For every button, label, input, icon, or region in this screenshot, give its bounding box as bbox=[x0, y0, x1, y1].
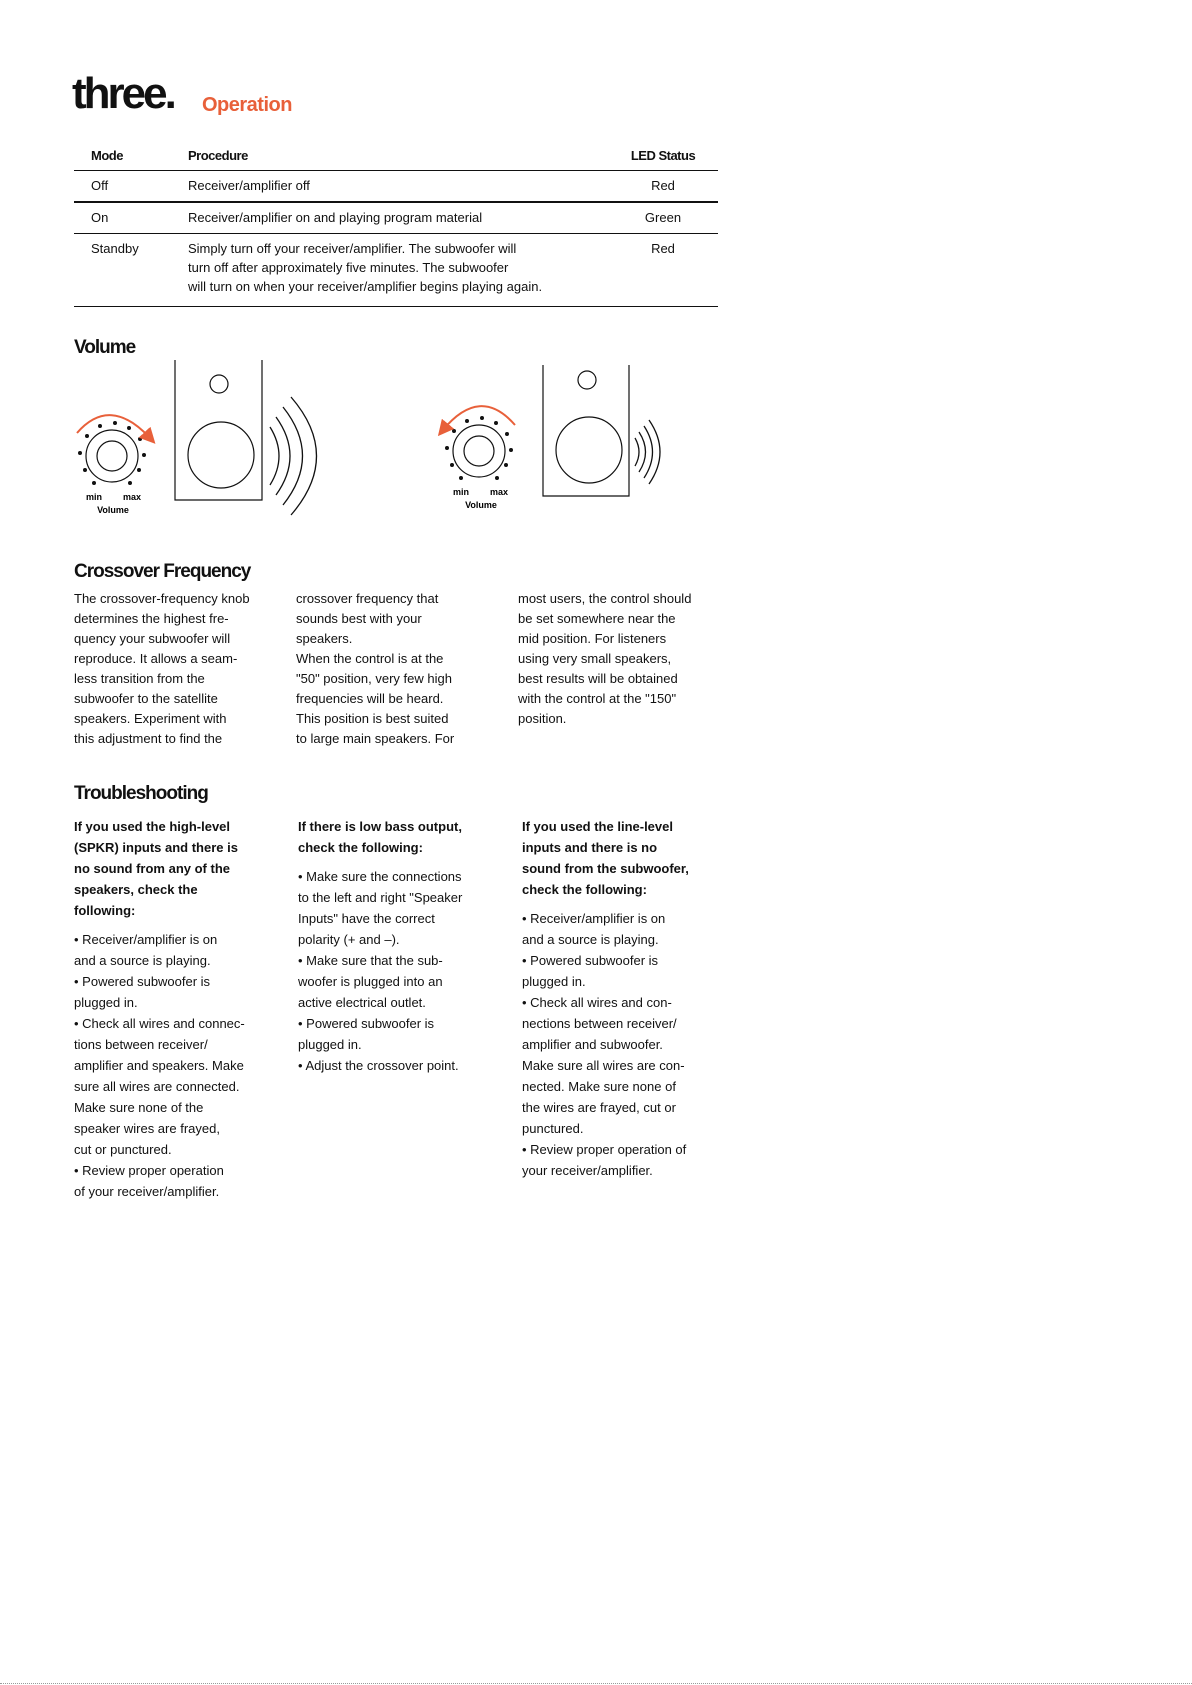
text-line: to large main speakers. For bbox=[296, 731, 455, 746]
speaker-cabinet bbox=[175, 360, 262, 500]
chapter-title: Operation bbox=[202, 94, 292, 116]
troubleshooting-column-1 bbox=[74, 816, 269, 1202]
text-line: reproduce. It allows a seam- bbox=[74, 651, 238, 666]
text-line: position. bbox=[518, 711, 567, 726]
troubleshooting-heading: Troubleshooting bbox=[74, 783, 208, 804]
troubleshooting-column-2 bbox=[298, 816, 498, 1076]
text-line: this adjustment to find the bbox=[74, 731, 223, 746]
led-status-cell: Green bbox=[644, 210, 682, 225]
procedure-line: will turn on when your receiver/amplifier begins playing again. bbox=[188, 279, 543, 294]
text-line: • Powered subwoofer is bbox=[298, 1016, 435, 1031]
troubleshooting-question bbox=[522, 816, 722, 900]
knob-min-label: min bbox=[85, 492, 103, 502]
tweeter-icon bbox=[210, 375, 228, 393]
text-line: sure all wires are connected. bbox=[74, 1079, 240, 1094]
text-line: • Receiver/amplifier is on bbox=[522, 911, 666, 926]
text-line: nections between receiver/ bbox=[522, 1016, 677, 1031]
tweeter-icon bbox=[578, 371, 596, 389]
knob-caption: Volume bbox=[465, 500, 497, 510]
text-line: with the control at the "150" bbox=[518, 691, 677, 706]
knob-inner-ring bbox=[97, 441, 127, 471]
text-line: • Make sure that the sub- bbox=[298, 953, 443, 968]
text-line: • Receiver/amplifier is on bbox=[74, 932, 218, 947]
text-line: amplifier and speakers. Make bbox=[74, 1058, 244, 1073]
crossover-column-3 bbox=[518, 589, 723, 729]
text-line: (SPKR) inputs and there is bbox=[74, 840, 238, 855]
knob-inner-ring bbox=[464, 436, 494, 466]
text-line: of your receiver/amplifier. bbox=[74, 1184, 220, 1199]
mode-table bbox=[74, 142, 718, 307]
procedure-cell: Receiver/amplifier off bbox=[188, 178, 310, 193]
text-line: punctured. bbox=[522, 1121, 584, 1136]
troubleshooting-column-3 bbox=[522, 816, 722, 1181]
crossover-column-1 bbox=[74, 589, 274, 749]
text-line: your receiver/amplifier. bbox=[522, 1163, 653, 1178]
volume-knob-low bbox=[443, 406, 515, 510]
woofer-icon bbox=[188, 422, 254, 488]
troubleshooting-steps bbox=[74, 929, 269, 1202]
knob-scale-dots bbox=[445, 416, 513, 480]
crossover-column-2 bbox=[296, 589, 496, 749]
counterclockwise-arrow-icon bbox=[443, 406, 515, 430]
text-line: If you used the line-level bbox=[522, 819, 673, 834]
mode-cell: Off bbox=[91, 178, 109, 193]
text-line: subwoofer to the satellite bbox=[74, 691, 218, 706]
volume-knob-high bbox=[77, 415, 150, 515]
text-line: "50" position, very few high bbox=[296, 671, 452, 686]
knob-max-label: max bbox=[122, 492, 142, 502]
text-line: following: bbox=[74, 903, 136, 918]
col-header-procedure: Procedure bbox=[188, 147, 248, 163]
text-line: Make sure none of the bbox=[74, 1100, 204, 1115]
text-line: best results will be obtained bbox=[518, 671, 678, 686]
text-line: • Review proper operation of bbox=[522, 1142, 687, 1157]
text-line: • Powered subwoofer is bbox=[74, 974, 211, 989]
sound-waves-small-icon bbox=[635, 420, 660, 484]
text-line: no sound from any of the bbox=[74, 861, 230, 876]
text-line: polarity (+ and –). bbox=[298, 932, 400, 947]
knob-outer-ring bbox=[86, 430, 138, 482]
text-line: If there is low bass output, bbox=[298, 819, 462, 834]
speaker-loud bbox=[175, 360, 317, 515]
text-line: amplifier and subwoofer. bbox=[522, 1037, 663, 1052]
table-header-row bbox=[74, 142, 718, 171]
troubleshooting-steps bbox=[522, 908, 722, 1181]
led-status-cell: Red bbox=[651, 178, 675, 193]
text-line: If you used the high-level bbox=[74, 819, 231, 834]
text-line: • Powered subwoofer is bbox=[522, 953, 659, 968]
text-line: tions between receiver/ bbox=[74, 1037, 208, 1052]
text-line: check the following: bbox=[522, 882, 647, 897]
text-line: quency your subwoofer will bbox=[74, 631, 231, 646]
chapter-number: three. bbox=[72, 69, 174, 118]
procedure-cell bbox=[188, 234, 608, 307]
text-line: This position is best suited bbox=[296, 711, 449, 726]
text-line: • Check all wires and connec- bbox=[74, 1016, 245, 1031]
table-row bbox=[74, 171, 718, 203]
volume-diagram bbox=[70, 355, 720, 525]
text-line: • Check all wires and con- bbox=[522, 995, 672, 1010]
knob-outer-ring bbox=[453, 425, 505, 477]
text-line: to the left and right "Speaker bbox=[298, 890, 463, 905]
text-line: The crossover-frequency knob bbox=[74, 591, 250, 606]
text-line: crossover frequency that bbox=[296, 591, 439, 606]
knob-max-label: max bbox=[489, 487, 509, 497]
text-line: the wires are frayed, cut or bbox=[522, 1100, 676, 1115]
text-line: inputs and there is no bbox=[522, 840, 658, 855]
text-line: plugged in. bbox=[298, 1037, 362, 1052]
speaker-quiet bbox=[543, 365, 660, 496]
text-line: and a source is playing. bbox=[522, 932, 659, 947]
text-line: be set somewhere near the bbox=[518, 611, 676, 626]
text-line: • Make sure the connections bbox=[298, 869, 462, 884]
text-line: speakers. bbox=[296, 631, 353, 646]
text-line: most users, the control should bbox=[518, 591, 692, 606]
procedure-line: turn off after approximately five minutes. The subwoofer bbox=[188, 260, 509, 275]
woofer-icon bbox=[556, 417, 622, 483]
procedure-line: Simply turn off your receiver/amplifier. The subwoofer will bbox=[188, 241, 517, 256]
col-header-led-status: LED Status bbox=[630, 147, 696, 163]
text-line: Make sure all wires are con- bbox=[522, 1058, 685, 1073]
page-bottom-divider bbox=[0, 1683, 1192, 1684]
troubleshooting-question bbox=[298, 816, 498, 858]
text-line: speakers, check the bbox=[74, 882, 198, 897]
knob-scale-dots bbox=[78, 421, 146, 485]
text-line: mid position. For listeners bbox=[518, 631, 667, 646]
text-line: • Adjust the crossover point. bbox=[298, 1058, 459, 1073]
text-line: plugged in. bbox=[74, 995, 138, 1010]
text-line: speaker wires are frayed, bbox=[74, 1121, 220, 1136]
text-line: plugged in. bbox=[522, 974, 586, 989]
troubleshooting-question bbox=[74, 816, 269, 921]
text-line: and a source is playing. bbox=[74, 953, 211, 968]
text-line: sounds best with your bbox=[296, 611, 422, 626]
troubleshooting-steps bbox=[298, 866, 498, 1076]
text-line: using very small speakers, bbox=[518, 651, 672, 666]
knob-caption: Volume bbox=[97, 505, 129, 515]
text-line: check the following: bbox=[298, 840, 423, 855]
led-status-cell: Red bbox=[651, 241, 675, 256]
mode-cell: On bbox=[91, 210, 109, 225]
text-line: sound from the subwoofer, bbox=[522, 861, 689, 876]
col-header-mode: Mode bbox=[91, 147, 123, 163]
text-line: cut or punctured. bbox=[74, 1142, 172, 1157]
sound-waves-large-icon bbox=[270, 397, 317, 515]
text-line: frequencies will be heard. bbox=[296, 691, 444, 706]
procedure-cell: Receiver/amplifier on and playing program material bbox=[188, 210, 483, 225]
volume-heading: Volume bbox=[74, 337, 136, 358]
knob-min-label: min bbox=[452, 487, 470, 497]
text-line: active electrical outlet. bbox=[298, 995, 426, 1010]
crossover-heading: Crossover Frequency bbox=[74, 561, 251, 582]
table-row bbox=[74, 202, 718, 234]
text-line: • Review proper operation bbox=[74, 1163, 224, 1178]
text-line: nected. Make sure none of bbox=[522, 1079, 676, 1094]
text-line: speakers. Experiment with bbox=[74, 711, 227, 726]
table-row bbox=[74, 234, 718, 307]
text-line: woofer is plugged into an bbox=[298, 974, 443, 989]
text-line: less transition from the bbox=[74, 671, 205, 686]
text-line: determines the highest fre- bbox=[74, 611, 229, 626]
text-line: Inputs" have the correct bbox=[298, 911, 435, 926]
mode-cell: Standby bbox=[91, 241, 139, 256]
text-line: When the control is at the bbox=[296, 651, 444, 666]
